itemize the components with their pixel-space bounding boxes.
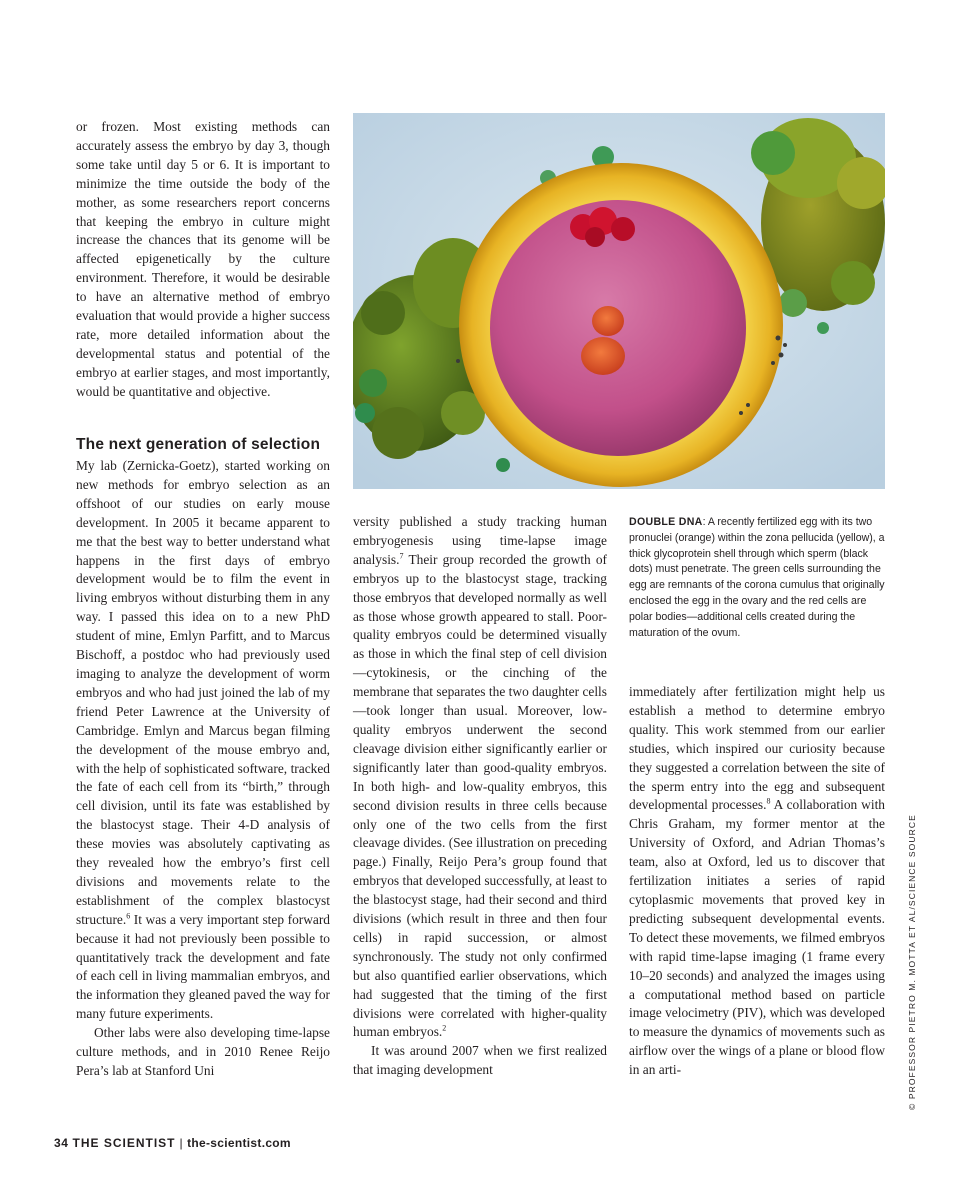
paragraph	[76, 457, 330, 1024]
embryo-photo	[353, 113, 885, 489]
photo-caption	[629, 515, 885, 641]
footer-separator: |	[179, 1136, 184, 1150]
pronucleus	[592, 306, 624, 336]
reference-mark: 8	[766, 796, 771, 806]
pronucleus	[581, 337, 625, 375]
article-column-2	[353, 513, 607, 1080]
body-text: immediately after fertilization might help us establish a method to determine embryo quality. This work stemmed from our earlier studies, which inspired our curiosity because they suggested a correlation between the site of the sperm entry into the egg and subsequent developmental processes.	[629, 684, 885, 813]
caption-text: : A recently fertilized egg with its two pronuclei (orange) within the zona pellucida (yellow), a thick glycoprotein shell through which sperm (black dots) must penetrate. The green cells surrounding the egg are remnants of the corona cumulus that originally enclosed the egg in the ovary and the red cells are polar bodies—additional cells created during the maturation of the ovum.	[629, 516, 885, 639]
section-heading: The next generation of selection	[76, 436, 321, 453]
caption-lead: DOUBLE DNA	[629, 516, 703, 528]
paragraph: Other labs were also developing time-lapse culture methods, and in 2010 Renee Reijo Pera’s lab at Stanford Uni	[76, 1025, 330, 1078]
body-text: Their group recorded the growth of embryos up to the blastocyst stage, tracking those embryos that developed normally as well as those whose growth appeared to stall. Poor-quality embryos could be determined visually as those in which the final step of cell division—cytokinesis, or the cinching of the membrane that separates the two daughter cells—took longer than usual. Moreover, low-quality embryos underwent the second cleavage division either significantly earlier or significantly later than good-quality embryos. In both high- and low-quality embryos, this second division results in three cells because only one of the two cells from the first cleavage divides. (See illustration on preceding page.) Finally, Reijo Pera’s group found that embryos that developed successfully, at least to the blastocyst stage, had their second and third divisions (which result in three and then four cells) in rapid succession, or almost synchronously. The study not only confirmed but also quantified earlier observations, which had suggested that the timing of the first divisions were correlated with higher-quality human embryos.	[353, 551, 607, 1040]
page-footer	[54, 1136, 291, 1150]
magazine-name: THE SCIENTIST	[72, 1136, 176, 1150]
article-column-1-body	[76, 457, 330, 1081]
reference-mark: 7	[399, 551, 404, 561]
paragraph: or frozen. Most existing methods can accurately assess the embryo by day 3, though some take until day 5 or 6. It is important to minimize the time outside the body of the mother, as some researchers report concerns that keeping the embryo in culture might increase the chances that its genome will be affected epigenetically by the culture environment. Therefore, it would be desirable to have an alternative method of embryo evaluation that would provide a higher success rate, more detailed information about the developmental status and potential of the embryo at earlier stages, and most importantly, would be quantitative and objective.	[76, 119, 330, 399]
body-text: My lab (Zernicka-Goetz), started working on new methods for embryo selection as an offshoot of our studies on early mouse development. In 2005 it became apparent to me that the best way to better understand what happens in the first days of embryo development would be to film the event in living embryos without disturbing them in any way. I passed this idea on to a new PhD student of mine, Emlyn Parfitt, and to Marcus Bischoff, a postdoc who had previously used imaging to analyze the development of worm embryos and who had just joined the lab of my friend Peter Lawrence at the University of Cambridge. Emlyn and Marcus began filming the development of the mouse embryo and, with the help of sophisticated software, tracked the fate of each cell from its “birth,” through cell division, until its fate was established by the blastocyst stage. Their 4-D analysis of these movies was absolutely captivating as they revealed how the embryo’s first cell divisions and movements relate to the establishment of the complex blastocyst structure.	[76, 458, 330, 927]
page-number: 34	[54, 1136, 69, 1150]
paragraph	[629, 683, 885, 1080]
body-text: A collaboration with Chris Graham, my former mentor at the University of Oxford, and Adrian Thomas’s team, also at Oxford, led us to discover that fertilization initiates a series of rapid cytoplasmic movements that proved key in predicting subsequent developmental events. To detect these movements, we filmed embryos with rapid time-lapse imaging (1 frame every 10–20 seconds) and analyzed the images using a computational method based on particle image velocimetry (PIV), which was developed to measure the dynamics of movements such as airflow over the wings of a plane or blood flow in an arti-	[629, 797, 885, 1078]
paragraph	[353, 513, 607, 1042]
reference-mark: 6	[126, 911, 131, 921]
photo-credit: © PROFESSOR PIETRO M. MOTTA ET AL/SCIENCE SOURCE	[907, 814, 917, 1110]
website-url: the-scientist.com	[187, 1136, 291, 1150]
article-column-1-top	[76, 118, 330, 402]
article-column-3	[629, 683, 885, 1080]
body-text: versity published a study tracking human embryogenesis using time-lapse image analysis.	[353, 514, 607, 567]
reference-mark: 2	[442, 1024, 447, 1033]
paragraph: It was around 2007 when we first realized that imaging development	[353, 1043, 607, 1078]
body-text: It was a very important step forward because it had not previously been possible to quantitatively track the development and fate of each cell in living mammalian embryos, and the information they gleaned paved the way for many future experiments.	[76, 911, 330, 1022]
